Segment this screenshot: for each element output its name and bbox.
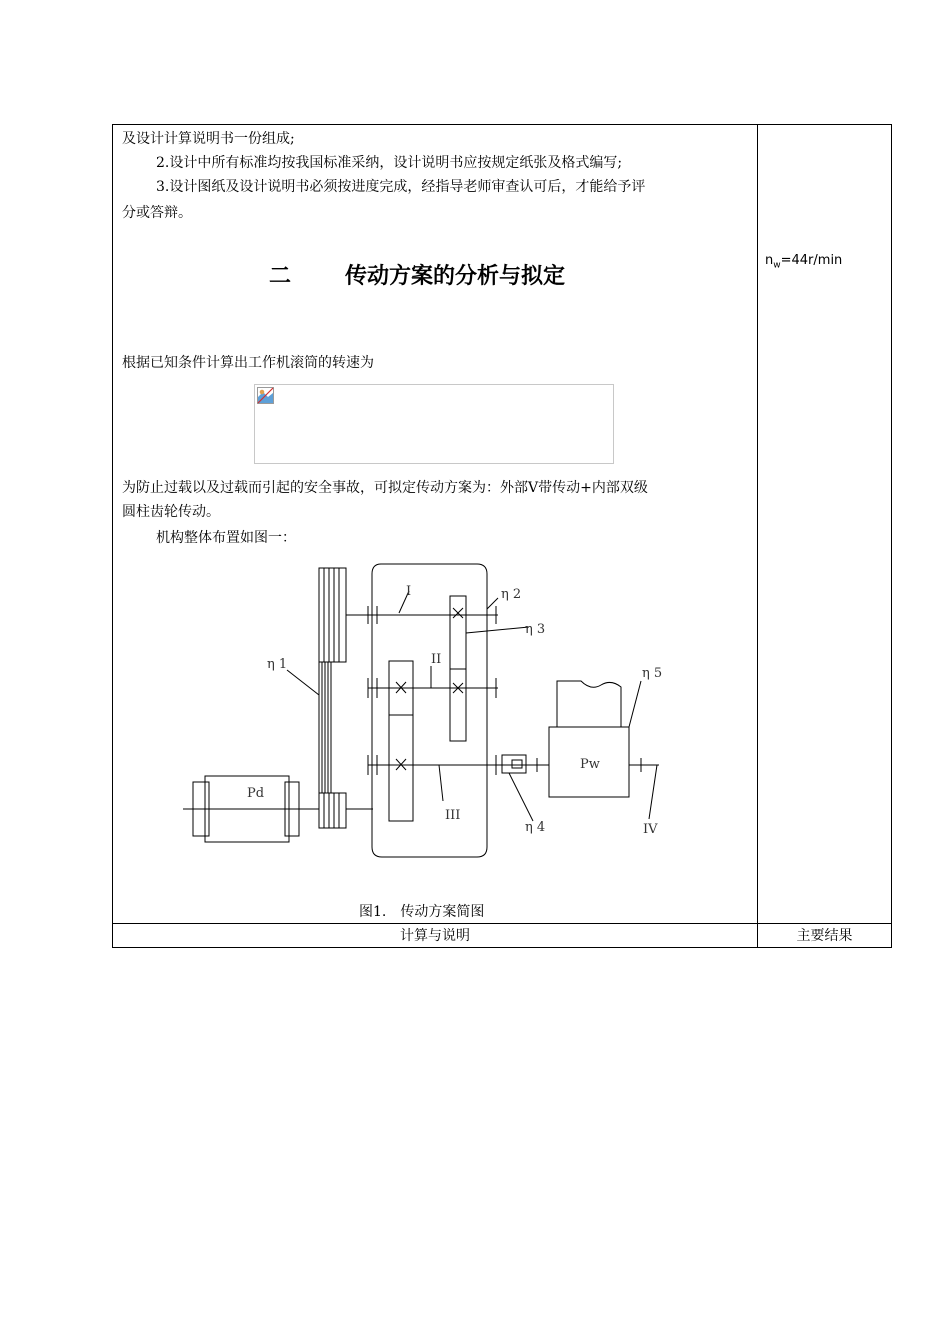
formula-image (254, 384, 614, 464)
broken-image-icon (257, 387, 274, 404)
text-line: 2.设计中所有标准均按我国标准采纳，设计说明书应按规定纸张及格式编写; (156, 155, 623, 171)
shaft-label-1: I (406, 584, 412, 599)
column-divider (757, 125, 758, 947)
footer-results-label: 主要结果 (796, 928, 853, 944)
footer-divider (113, 923, 891, 924)
shaft-label-3: III (445, 808, 461, 823)
footer-calculation-label: 计算与说明 (400, 928, 470, 944)
efficiency-label-4: η 4 (525, 820, 546, 835)
text-line: 及设计计算说明书一份组成; (122, 131, 295, 147)
efficiency-label-3: η 3 (525, 622, 546, 637)
shaft-label-4: IV (643, 822, 658, 837)
speed-subscript: w (773, 260, 781, 271)
figure-caption: 图1. 传动方案简图 (359, 904, 485, 920)
motor-label: Pd (247, 786, 265, 801)
text-line: 机构整体布置如图一： (156, 530, 296, 546)
text-line: 3.设计图纸及设计说明书必须按进度完成，经指导老师审查认可后，才能给予评 (156, 179, 646, 195)
text-line: 根据已知条件计算出工作机滚筒的转速为 (122, 355, 374, 371)
shaft-label-2: II (431, 652, 442, 667)
transmission-diagram (113, 555, 757, 865)
speed-symbol: n (765, 253, 774, 268)
calculation-table (112, 124, 892, 948)
efficiency-label-5: η 5 (642, 666, 663, 681)
result-speed (765, 253, 842, 271)
text-line: 圆柱齿轮传动。 (122, 504, 220, 520)
speed-value: =44r/min (780, 253, 843, 268)
efficiency-label-2: η 2 (501, 587, 522, 602)
drum-label: Pw (580, 757, 600, 772)
section-number: 二 (269, 264, 292, 289)
text-line: 为防止过载以及过载而引起的安全事故，可拟定传动方案为：外部V带传动+内部双级 (122, 480, 648, 496)
section-title: 传动方案的分析与拟定 (345, 264, 566, 289)
efficiency-label-1: η 1 (267, 657, 288, 672)
text-line: 分或答辩。 (122, 205, 192, 221)
